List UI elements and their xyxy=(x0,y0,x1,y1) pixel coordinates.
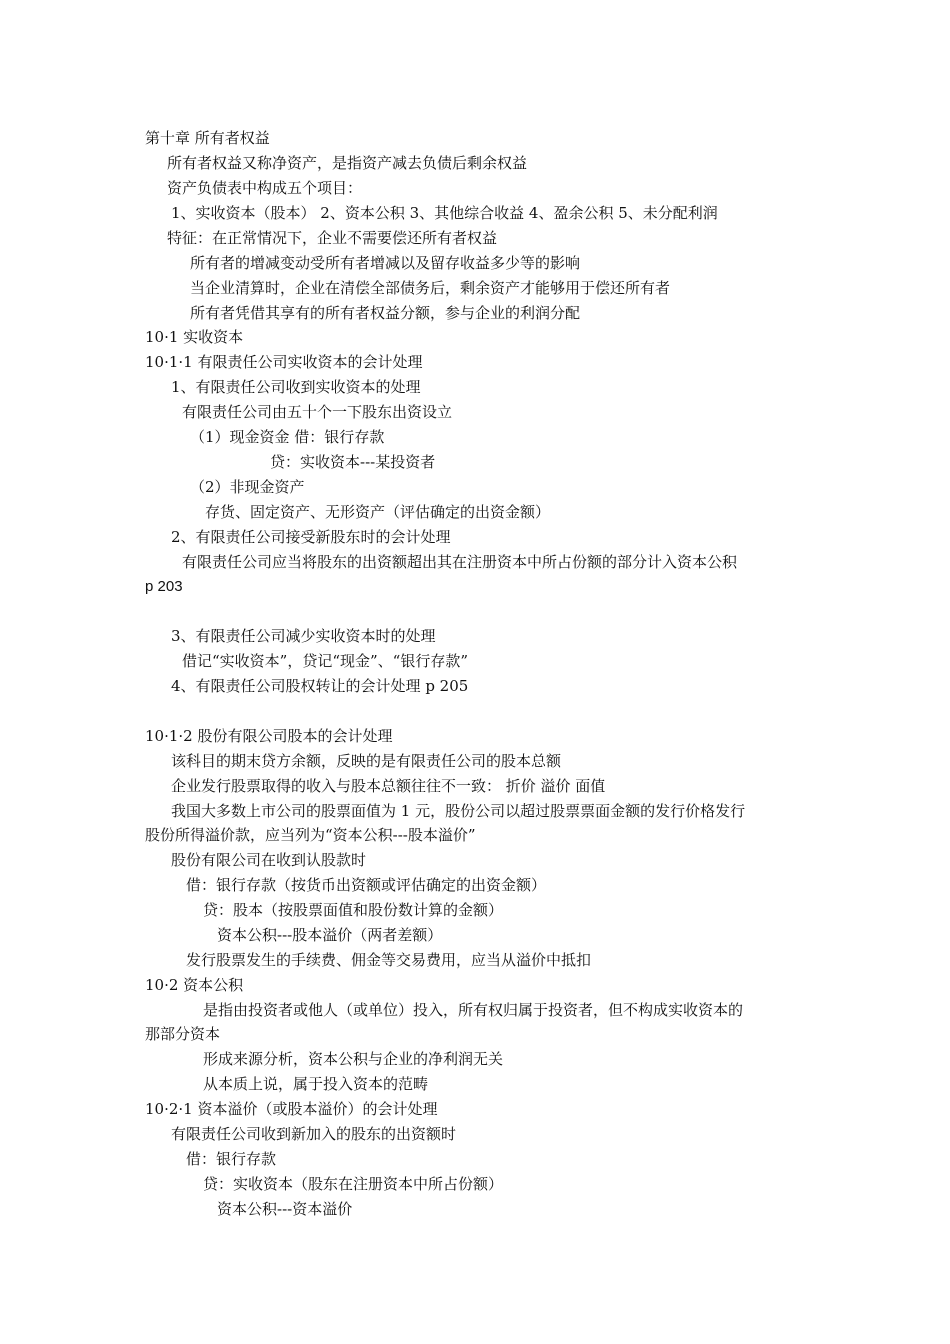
intro-definition: 所有者权益又称净资产，是指资产减去负债后剩余权益 xyxy=(167,154,528,172)
section-10-2-1: 10·2·1 资本溢价（或股本溢价）的会计处理 xyxy=(145,1100,438,1118)
s10-1-2-line-4: 股份有限公司在收到认股款时 xyxy=(171,851,367,869)
section-10-1-1: 10·1·1 有限责任公司实收资本的会计处理 xyxy=(145,353,423,371)
s10-1-2-line-3b: 股份所得溢价款，应当列为“资本公积---股本溢价” xyxy=(145,826,476,844)
s10-1-2-line-5: 发行股票发生的手续费、佣金等交易费用，应当从溢价中抵扣 xyxy=(186,951,592,969)
s10-2-1-debit: 借：银行存款 xyxy=(186,1150,277,1168)
section-10-1-2: 10·1·2 股份有限公司股本的会计处理 xyxy=(145,727,393,745)
s10-2-1-credit-2: 资本公积---资本溢价 xyxy=(217,1200,353,1218)
noncash-line: （2）非现金资产 xyxy=(190,478,305,496)
intro-items: 1、实收资本（股本） 2、资本公积 3、其他综合收益 4、盈余公积 5、未分配利润 xyxy=(171,204,718,222)
section-10-2: 10·2 资本公积 xyxy=(145,976,244,994)
chapter-title: 第十章 所有者权益 xyxy=(145,129,270,147)
s10-1-1-point-2-desc: 有限责任公司应当将股东的出资额超出其在注册资本中所占份额的部分计入资本公积 xyxy=(182,553,738,571)
s10-1-2-credit-1: 贷：股本（按股票面值和股份数计算的金额） xyxy=(203,901,504,919)
s10-1-1-point-3: 3、有限责任公司减少实收资本时的处理 xyxy=(171,627,436,645)
s10-1-2-line-2: 企业发行股票取得的收入与股本总额往往不一致： 折价 溢价 面值 xyxy=(171,777,606,795)
s10-1-1-point-1: 1、有限责任公司收到实收资本的处理 xyxy=(171,378,421,396)
s10-2-line-2: 形成来源分析，资本公积与企业的净利润无关 xyxy=(203,1050,504,1068)
s10-1-1-point-1-desc: 有限责任公司由五十个一下股东出资设立 xyxy=(182,403,453,421)
section-10-1: 10·1 实收资本 xyxy=(145,328,244,346)
s10-2-1-credit-1: 贷：实收资本（股东在注册资本中所占份额） xyxy=(203,1175,504,1193)
noncash-desc: 存货、固定资产、无形资产（评估确定的出资金额） xyxy=(205,503,551,521)
s10-1-2-credit-2: 资本公积---股本溢价（两者差额） xyxy=(217,926,443,944)
s10-1-1-point-3-desc: 借记“实收资本”，贷记“现金”、“银行存款” xyxy=(182,652,469,670)
s10-2-definition-b: 那部分资本 xyxy=(145,1025,221,1043)
cash-entry-line: （1）现金资金 借：银行存款 xyxy=(190,428,385,446)
features-heading: 特征：在正常情况下，企业不需要偿还所有者权益 xyxy=(167,229,498,247)
s10-2-1-line-1: 有限责任公司收到新加入的股东的出资额时 xyxy=(171,1125,457,1143)
s10-1-1-point-4: 4、有限责任公司股权转让的会计处理 p 205 xyxy=(171,677,469,695)
intro-items-heading: 资产负债表中构成五个项目： xyxy=(167,179,363,197)
cash-credit-line: 贷：实收资本---某投资者 xyxy=(270,453,436,471)
s10-1-2-debit: 借：银行存款（按货币出资额或评估确定的出资金额） xyxy=(186,876,547,894)
s10-1-2-line-1: 该科目的期末贷方余额，反映的是有限责任公司的股本总额 xyxy=(171,752,562,770)
s10-2-definition-a: 是指由投资者或他人（或单位）投入，所有权归属于投资者，但不构成实收资本的 xyxy=(203,1001,744,1019)
s10-1-2-line-3a: 我国大多数上市公司的股票面值为 1 元，股份公司以超过股票票面金额的发行价格发行 xyxy=(171,802,746,820)
feature-2: 当企业清算时，企业在清偿全部债务后，剩余资产才能够用于偿还所有者 xyxy=(190,279,671,297)
s10-2-line-3: 从本质上说，属于投入资本的范畴 xyxy=(203,1075,429,1093)
feature-3: 所有者凭借其享有的所有者权益分额，参与企业的利润分配 xyxy=(190,304,581,322)
page-ref-203: p 203 xyxy=(145,578,183,595)
s10-1-1-point-2: 2、有限责任公司接受新股东时的会计处理 xyxy=(171,528,451,546)
feature-1: 所有者的增减变动受所有者增减以及留存收益多少等的影响 xyxy=(190,254,581,272)
